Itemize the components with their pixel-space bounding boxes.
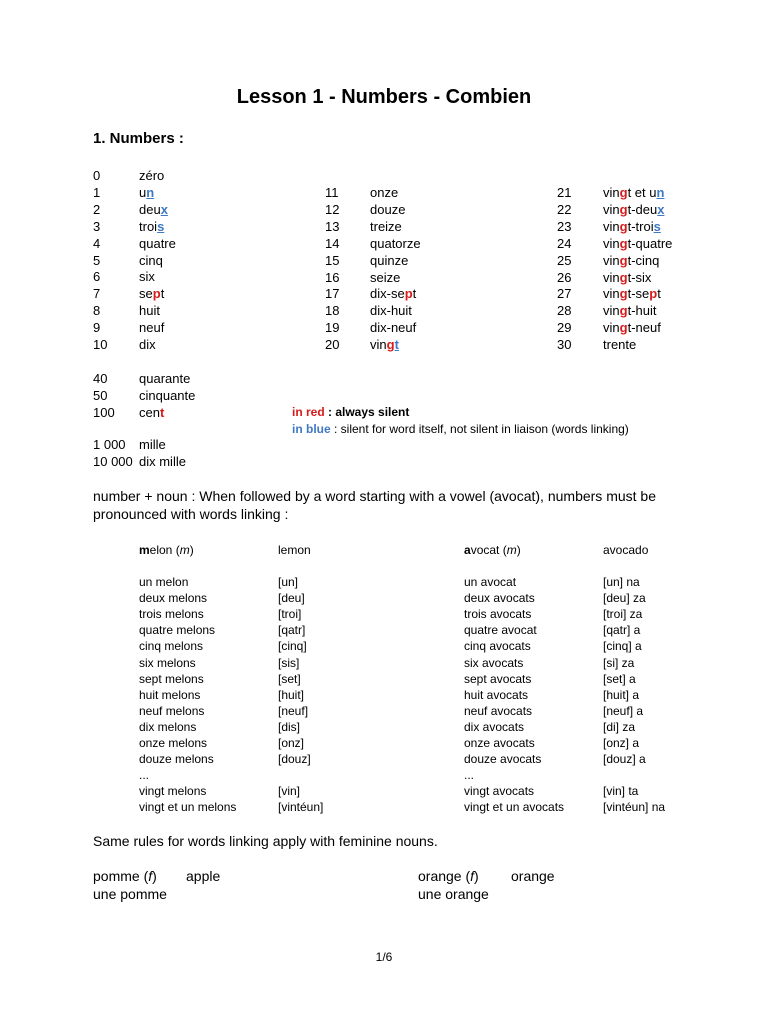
word-part: trente	[603, 337, 637, 353]
word-part: cinq	[139, 252, 163, 268]
word-part: t-neuf	[627, 320, 661, 336]
word-part: treize	[370, 218, 402, 234]
word-part: deu	[139, 201, 161, 217]
word-part: t-six	[627, 269, 652, 285]
melon-pronunciation: [set]	[278, 671, 301, 686]
avocat-close: )	[516, 543, 521, 557]
word-part: dix-neuf	[370, 320, 417, 336]
word-part: vin	[603, 201, 620, 217]
silent-letter: p	[649, 286, 658, 302]
number-word	[370, 235, 421, 252]
word-part: troi	[139, 218, 158, 234]
melon-pronunciation: [deu]	[278, 591, 305, 606]
word-part: six	[139, 269, 155, 285]
melon-phrase: sept melons	[139, 671, 204, 686]
orange-close: )	[474, 868, 479, 884]
number-word	[139, 252, 163, 269]
word-part: t	[657, 286, 661, 302]
number-digit: 23	[557, 218, 572, 234]
silent-letter: g	[619, 303, 628, 319]
silent-letter: g	[619, 218, 628, 234]
number-word	[139, 404, 164, 421]
melon-pronunciation: [cinq]	[278, 639, 307, 654]
pomme-word: pomme (	[93, 868, 149, 884]
liaison-letter: t	[394, 337, 399, 353]
number-digit: 9	[93, 320, 101, 336]
number-word	[370, 302, 412, 319]
une-orange: une orange	[418, 886, 489, 902]
number-digit: 6	[93, 269, 101, 285]
melon-phrase: un melon	[139, 575, 189, 589]
number-word	[139, 184, 154, 201]
section-heading-numbers: 1. Numbers :	[93, 130, 184, 147]
number-digit: 17	[325, 286, 340, 302]
melon-pronunciation: [douz]	[278, 752, 311, 767]
word-part: douze	[370, 201, 406, 217]
number-digit: 10	[93, 337, 108, 352]
avocat-phrase: six avocats	[464, 655, 524, 670]
avocat-pronunciation: [deu] za	[603, 591, 646, 606]
avocat-gender: m	[506, 543, 517, 557]
number-digit: 13	[325, 218, 340, 234]
melon-pronunciation: [un]	[278, 575, 299, 589]
number-word	[603, 184, 664, 201]
melon-phrase: ...	[139, 768, 150, 783]
melon-pronunciation: [troi]	[278, 607, 302, 622]
melon-pronunciation: [neuf]	[278, 703, 309, 718]
number-word	[139, 285, 164, 302]
pomme-english: apple	[186, 868, 221, 884]
avocat-pronunciation: [qatr] a	[603, 623, 641, 638]
number-word	[139, 336, 156, 353]
number-digit: 30	[557, 337, 572, 353]
number-word	[603, 201, 664, 218]
legend-blue-text: : silent for word itself, not silent in liaison (words linking)	[330, 422, 629, 436]
liaison-paragraph: number + noun : When followed by a word starting with a vowel (avocat), numbers must be pronounced with words linking :	[93, 488, 656, 522]
pomme-label	[93, 868, 157, 884]
number-word	[139, 302, 160, 319]
avocat-phrase: ...	[464, 768, 475, 783]
number-digit: 1 000	[93, 437, 126, 452]
une-pomme: une pomme	[93, 886, 167, 902]
avocat-pronunciation: [onz] a	[603, 736, 640, 750]
melon-pronunciation: [sis]	[278, 655, 300, 670]
melon-phrase: cinq melons	[139, 639, 204, 654]
word-part: dix	[139, 337, 156, 352]
number-digit: 3	[93, 218, 101, 234]
number-digit: 5	[93, 252, 101, 268]
number-digit: 10 000	[93, 453, 133, 469]
word-part: t	[412, 286, 417, 302]
melon-pronunciation: [vintéun]	[278, 800, 324, 815]
number-word	[370, 184, 398, 201]
silent-letter: g	[386, 337, 395, 353]
word-part: vin	[603, 320, 620, 336]
silent-letter: g	[619, 252, 628, 268]
word-part: quatorze	[370, 235, 421, 251]
melon-phrase: onze melons	[139, 736, 208, 750]
word-part: vin	[603, 303, 620, 319]
word-part: t-cinq	[627, 252, 660, 268]
avocat-rest: vocat (	[470, 543, 507, 557]
number-word	[139, 268, 155, 285]
avocat-phrase: sept avocats	[464, 671, 532, 686]
legend-red	[292, 404, 409, 420]
avocat-phrase: quatre avocat	[464, 623, 537, 638]
avocat-phrase: deux avocats	[464, 591, 535, 606]
number-word	[139, 218, 164, 235]
melon-pronunciation: [huit]	[278, 687, 305, 702]
word-part: t-troi	[627, 218, 654, 234]
word-part: quinze	[370, 252, 409, 268]
melon-gender: m	[179, 543, 190, 557]
legend-red-label: in red	[292, 405, 325, 419]
word-part: huit	[139, 303, 160, 319]
number-digit: 1	[93, 184, 101, 200]
silent-letter: t	[159, 404, 165, 420]
number-word	[370, 252, 408, 269]
avocat-pronunciation: [vin] ta	[603, 784, 639, 799]
number-word	[603, 252, 659, 269]
number-digit: 29	[557, 320, 572, 336]
number-digit: 24	[557, 235, 572, 251]
liaison-letter: x	[160, 201, 168, 217]
number-digit: 2	[93, 201, 101, 217]
word-part: t	[160, 286, 165, 302]
word-part: u	[139, 184, 147, 200]
number-digit: 18	[325, 303, 340, 319]
word-part: t-se	[627, 286, 650, 302]
avocat-phrase: neuf avocats	[464, 703, 533, 718]
word-part: vin	[370, 337, 387, 353]
word-part: se	[139, 286, 153, 302]
word-part: vin	[603, 286, 620, 302]
number-word	[139, 319, 164, 336]
number-word	[139, 167, 164, 184]
avocat-phrase: douze avocats	[464, 752, 542, 767]
melon-phrase: quatre melons	[139, 623, 216, 638]
number-digit: 8	[93, 303, 101, 319]
word-part: quatre	[139, 235, 176, 251]
table-header-lemon: lemon	[278, 543, 311, 557]
number-word	[139, 235, 176, 252]
word-part: cinquante	[139, 387, 196, 403]
legend-red-text: : always silent	[324, 405, 410, 419]
melon-phrase: vingt melons	[139, 784, 207, 799]
melon-pronunciation: [vin]	[278, 784, 301, 799]
avocat-phrase: trois avocats	[464, 607, 532, 622]
melon-phrase: vingt et un melons	[139, 800, 237, 815]
number-digit: 12	[325, 201, 340, 217]
number-digit: 40	[93, 371, 108, 386]
avocat-phrase: vingt et un avocats	[464, 800, 565, 815]
avocat-pronunciation: [di] za	[603, 719, 636, 734]
orange-english: orange	[511, 868, 555, 884]
word-part: onze	[370, 185, 399, 200]
avocat-phrase: vingt avocats	[464, 784, 535, 799]
word-part: seize	[370, 269, 401, 285]
number-digit: 11	[325, 185, 339, 200]
avocat-phrase: onze avocats	[464, 736, 535, 750]
orange-gender: f	[470, 868, 475, 884]
pomme-gender: f	[148, 868, 153, 884]
avocat-pronunciation: [neuf] a	[603, 703, 644, 718]
word-part: t-huit	[627, 303, 657, 319]
number-word	[139, 370, 190, 387]
avocat-phrase: dix avocats	[464, 719, 525, 734]
table-header-avocado: avocado	[603, 543, 649, 557]
orange-word: orange (	[418, 868, 471, 884]
number-word	[139, 436, 166, 453]
avocat-pronunciation: [si] za	[603, 655, 635, 670]
number-word	[603, 285, 661, 302]
number-word	[603, 235, 672, 252]
word-part: dix mille	[139, 453, 186, 469]
word-part: vin	[603, 269, 620, 285]
liaison-letter: n	[146, 184, 155, 200]
melon-pronunciation: [qatr]	[278, 623, 306, 638]
melon-phrase: trois melons	[139, 607, 204, 622]
melon-phrase: six melons	[139, 655, 196, 670]
melon-pronunciation: [dis]	[278, 719, 301, 734]
melon-rest: elon (	[149, 543, 180, 557]
silent-letter: g	[619, 201, 628, 217]
number-digit: 26	[557, 269, 572, 285]
word-part: neuf	[139, 320, 165, 336]
avocat-phrase: cinq avocats	[464, 639, 531, 654]
number-word	[603, 336, 636, 353]
melon-pronunciation: [onz]	[278, 736, 305, 750]
number-word	[139, 453, 186, 470]
number-word	[603, 302, 656, 319]
number-word	[370, 218, 402, 235]
number-digit: 25	[557, 252, 572, 268]
melon-phrase: dix melons	[139, 719, 197, 734]
silent-letter: p	[404, 286, 413, 302]
number-digit: 7	[93, 286, 101, 302]
number-digit: 16	[325, 269, 340, 285]
page-number: 1/6	[375, 950, 393, 964]
avocat-pronunciation: [huit] a	[603, 687, 640, 702]
liaison-letter: s	[157, 218, 165, 234]
number-digit: 27	[557, 286, 572, 302]
number-digit: 22	[557, 201, 572, 217]
number-word	[370, 336, 399, 353]
word-part: vin	[603, 218, 620, 234]
word-part: vin	[603, 252, 620, 268]
avocat-phrase: un avocat	[464, 575, 517, 589]
number-digit: 100	[93, 404, 115, 420]
number-word	[603, 218, 661, 235]
number-digit: 20	[325, 337, 340, 353]
number-word	[603, 319, 661, 336]
melon-phrase: douze melons	[139, 752, 214, 767]
pomme-close: )	[152, 868, 157, 884]
number-word	[370, 201, 405, 218]
legend-blue	[292, 421, 629, 437]
silent-letter: g	[619, 320, 628, 336]
melon-phrase: deux melons	[139, 591, 208, 606]
table-header-melon	[139, 542, 194, 558]
number-word	[370, 285, 416, 302]
number-digit: 14	[325, 235, 340, 251]
melon-phrase: huit melons	[139, 687, 201, 702]
number-digit: 19	[325, 320, 340, 336]
legend-blue-label: in blue	[292, 422, 331, 436]
word-part: dix-se	[370, 286, 405, 302]
word-part: dix-huit	[370, 303, 412, 319]
word-part: t-quatre	[627, 235, 673, 251]
avocat-pronunciation: [troi] za	[603, 607, 643, 622]
liaison-letter: n	[656, 185, 665, 200]
liaison-letter: s	[653, 218, 661, 234]
number-word	[139, 201, 168, 218]
silent-letter: g	[619, 269, 628, 285]
orange-label	[418, 868, 479, 884]
page-title: Lesson 1 - Numbers - Combien	[236, 86, 532, 108]
word-part: zéro	[139, 168, 165, 183]
number-word	[603, 269, 651, 286]
avocat-pronunciation: [set] a	[603, 671, 636, 686]
avocat-pronunciation: [un] na	[603, 575, 640, 589]
feminine-paragraph: Same rules for words linking apply with feminine nouns.	[93, 833, 438, 849]
number-digit: 21	[557, 185, 572, 200]
word-part: cen	[139, 404, 160, 420]
word-part: t et u	[627, 185, 657, 200]
silent-letter: p	[152, 286, 161, 302]
number-digit: 4	[93, 235, 101, 251]
melon-close: )	[189, 543, 194, 557]
avocat-pronunciation: [vintéun] na	[603, 800, 666, 815]
word-part: vin	[603, 235, 620, 251]
number-digit: 0	[93, 168, 101, 183]
table-header-avocat	[464, 542, 521, 558]
number-digit: 28	[557, 303, 572, 319]
word-part: quarante	[139, 371, 191, 386]
avocat-pronunciation: [cinq] a	[603, 639, 642, 654]
silent-letter: g	[619, 185, 628, 200]
number-word	[139, 387, 195, 404]
word-part: t-deu	[627, 201, 658, 217]
avocat-first-letter: a	[464, 543, 471, 557]
melon-first-letter: m	[139, 543, 150, 557]
liaison-letter: x	[657, 201, 665, 217]
avocat-pronunciation: [douz] a	[603, 752, 646, 767]
avocat-phrase: huit avocats	[464, 687, 529, 702]
word-part: mille	[139, 437, 166, 452]
silent-letter: g	[619, 286, 628, 302]
melon-phrase: neuf melons	[139, 703, 205, 718]
silent-letter: g	[619, 235, 628, 251]
word-part: vin	[603, 185, 620, 200]
number-digit: 15	[325, 252, 340, 268]
number-digit: 50	[93, 387, 108, 403]
number-word	[370, 269, 400, 286]
number-word	[370, 319, 416, 336]
